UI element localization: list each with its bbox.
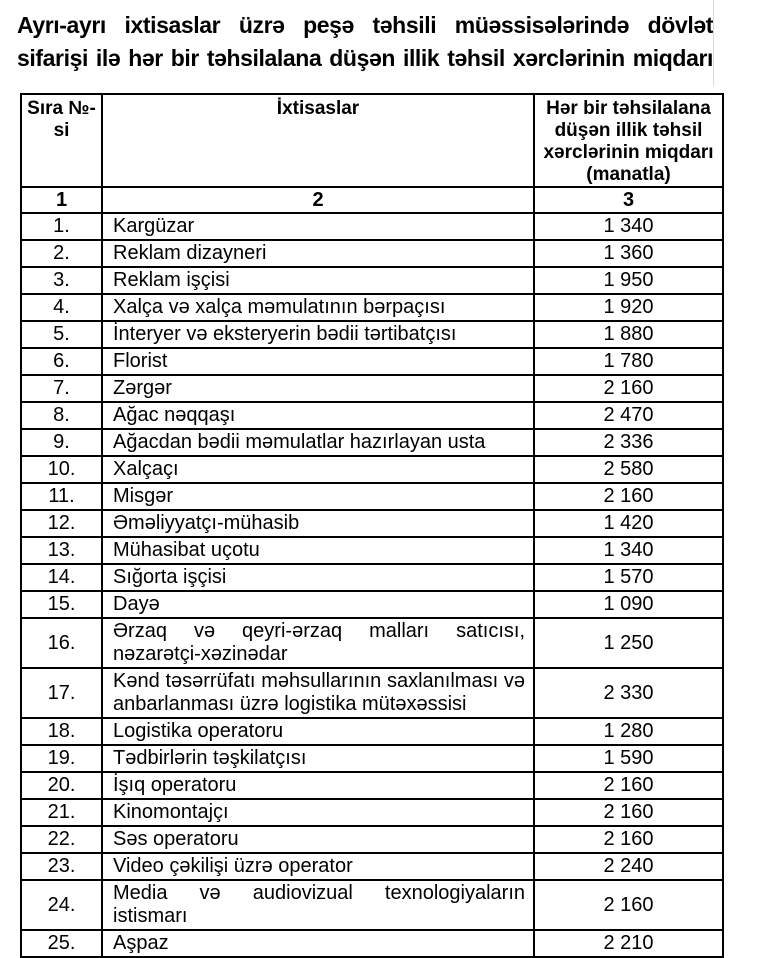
specialty-name-cell: Reklam işçisi xyxy=(102,267,534,294)
row-number-cell: 18. xyxy=(21,718,102,745)
specialty-name-cell: Tədbirlərin təşkilatçısı xyxy=(102,745,534,772)
table-row xyxy=(21,456,723,483)
row-number-cell: 7. xyxy=(21,375,102,402)
document-title xyxy=(17,9,713,75)
column-index-2: 2 xyxy=(102,187,534,213)
annual-cost-cell: 1 590 xyxy=(534,745,723,772)
annual-cost-cell: 1 340 xyxy=(534,537,723,564)
annual-cost-cell: 2 160 xyxy=(534,826,723,853)
annual-cost-cell: 1 340 xyxy=(534,213,723,240)
row-number-cell: 24. xyxy=(21,880,102,930)
specialty-name-cell: Ərzaq və qeyri-ərzaq malları satıcısı, nəzarətçi-xəzinədar xyxy=(102,618,534,668)
table-row xyxy=(21,880,723,930)
annual-cost-cell: 2 160 xyxy=(534,375,723,402)
table-row xyxy=(21,826,723,853)
table-row xyxy=(21,591,723,618)
table-row xyxy=(21,375,723,402)
row-number-cell: 1. xyxy=(21,213,102,240)
specialty-name-cell: Kinomontajçı xyxy=(102,799,534,826)
table-row xyxy=(21,853,723,880)
table-row xyxy=(21,668,723,718)
table-row xyxy=(21,930,723,957)
annual-cost-cell: 2 160 xyxy=(534,880,723,930)
specialty-name-cell: Misgər xyxy=(102,483,534,510)
row-number-cell: 23. xyxy=(21,853,102,880)
table-row xyxy=(21,240,723,267)
row-number-cell: 10. xyxy=(21,456,102,483)
row-number-cell: 11. xyxy=(21,483,102,510)
annual-cost-cell: 2 210 xyxy=(534,930,723,957)
table-row xyxy=(21,745,723,772)
specialty-name-cell: Florist xyxy=(102,348,534,375)
row-number-cell: 8. xyxy=(21,402,102,429)
specialty-name-cell: İnteryer və eksteryerin bədii tərtibatçısı xyxy=(102,321,534,348)
row-number-cell: 12. xyxy=(21,510,102,537)
row-number-cell: 16. xyxy=(21,618,102,668)
specialty-name-cell: Logistika operatoru xyxy=(102,718,534,745)
specialty-name-cell: Mühasibat uçotu xyxy=(102,537,534,564)
specialty-name-cell: Xalça və xalça məmulatının bərpaçısı xyxy=(102,294,534,321)
table-row xyxy=(21,564,723,591)
row-number-cell: 19. xyxy=(21,745,102,772)
specialty-name-cell: Səs operatoru xyxy=(102,826,534,853)
row-number-cell: 2. xyxy=(21,240,102,267)
annual-cost-cell: 2 160 xyxy=(534,483,723,510)
title-line-1: Ayrı-ayrı ixtisaslar üzrə peşə təhsili müəssisələrində dövlət xyxy=(17,12,713,38)
annual-cost-cell: 2 330 xyxy=(534,668,723,718)
table-row xyxy=(21,402,723,429)
annual-cost-cell: 2 160 xyxy=(534,772,723,799)
row-number-cell: 6. xyxy=(21,348,102,375)
specialty-name-cell: Media və audiovizual texnologiyaların istismarı xyxy=(102,880,534,930)
row-number-cell: 21. xyxy=(21,799,102,826)
annual-cost-cell: 1 780 xyxy=(534,348,723,375)
annual-cost-cell: 2 160 xyxy=(534,799,723,826)
annual-cost-cell: 1 090 xyxy=(534,591,723,618)
annual-cost-cell: 1 250 xyxy=(534,618,723,668)
annual-cost-cell: 1 920 xyxy=(534,294,723,321)
row-number-cell: 17. xyxy=(21,668,102,718)
specialty-name-cell: Kənd təsərrüfatı məhsullarının saxlanılması və anbarlanması üzrə logistika mütəxəssisi xyxy=(102,668,534,718)
annual-cost-cell: 2 470 xyxy=(534,402,723,429)
row-number-cell: 4. xyxy=(21,294,102,321)
row-number-cell: 9. xyxy=(21,429,102,456)
annual-cost-cell: 1 880 xyxy=(534,321,723,348)
table-row xyxy=(21,321,723,348)
row-number-cell: 22. xyxy=(21,826,102,853)
annual-cost-cell: 1 360 xyxy=(534,240,723,267)
row-number-cell: 3. xyxy=(21,267,102,294)
table-header-row xyxy=(21,94,723,187)
table-row xyxy=(21,510,723,537)
row-number-cell: 15. xyxy=(21,591,102,618)
specialty-name-cell: Kargüzar xyxy=(102,213,534,240)
specialty-name-cell: İşıq operatoru xyxy=(102,772,534,799)
row-number-cell: 13. xyxy=(21,537,102,564)
specialty-name-cell: Dayə xyxy=(102,591,534,618)
row-number-cell: 20. xyxy=(21,772,102,799)
table-row xyxy=(21,537,723,564)
column-index-3: 3 xyxy=(534,187,723,213)
annual-cost-cell: 1 950 xyxy=(534,267,723,294)
annual-cost-cell: 1 420 xyxy=(534,510,723,537)
annual-cost-cell: 2 336 xyxy=(534,429,723,456)
table-row xyxy=(21,267,723,294)
table-row xyxy=(21,483,723,510)
header-annual-cost: Hər bir təhsilalana düşən illik təhsil xərclərinin miqdarı (manatla) xyxy=(534,94,723,187)
row-number-cell: 5. xyxy=(21,321,102,348)
annual-cost-cell: 1 280 xyxy=(534,718,723,745)
table-row xyxy=(21,294,723,321)
page-edge-line xyxy=(713,0,714,86)
specialty-name-cell: Əməliyyatçı-mühasib xyxy=(102,510,534,537)
specialty-name-cell: Xalçaçı xyxy=(102,456,534,483)
header-serial-number: Sıra №-si xyxy=(21,94,102,187)
column-index-1: 1 xyxy=(21,187,102,213)
table-row xyxy=(21,429,723,456)
annual-cost-cell: 2 580 xyxy=(534,456,723,483)
specialty-name-cell: Video çəkilişi üzrə operator xyxy=(102,853,534,880)
specialty-name-cell: Aşpaz xyxy=(102,930,534,957)
tuition-costs-table xyxy=(20,93,724,958)
table-row xyxy=(21,213,723,240)
header-specialties: İxtisaslar xyxy=(102,94,534,187)
specialty-name-cell: Reklam dizayneri xyxy=(102,240,534,267)
specialty-name-cell: Sığorta işçisi xyxy=(102,564,534,591)
table-row xyxy=(21,618,723,668)
row-number-cell: 25. xyxy=(21,930,102,957)
table-row xyxy=(21,718,723,745)
specialty-name-cell: Ağac nəqqaşı xyxy=(102,402,534,429)
specialty-name-cell: Ağacdan bədii məmulatlar hazırlayan usta xyxy=(102,429,534,456)
table-row xyxy=(21,772,723,799)
specialty-name-cell: Zərgər xyxy=(102,375,534,402)
title-line-2: sifarişi ilə hər bir təhsilalana düşən illik təhsil xərclərinin miqdarı xyxy=(17,45,713,71)
table-row xyxy=(21,348,723,375)
row-number-cell: 14. xyxy=(21,564,102,591)
annual-cost-cell: 2 240 xyxy=(534,853,723,880)
table-row xyxy=(21,799,723,826)
annual-cost-cell: 1 570 xyxy=(534,564,723,591)
column-index-row xyxy=(21,187,723,213)
